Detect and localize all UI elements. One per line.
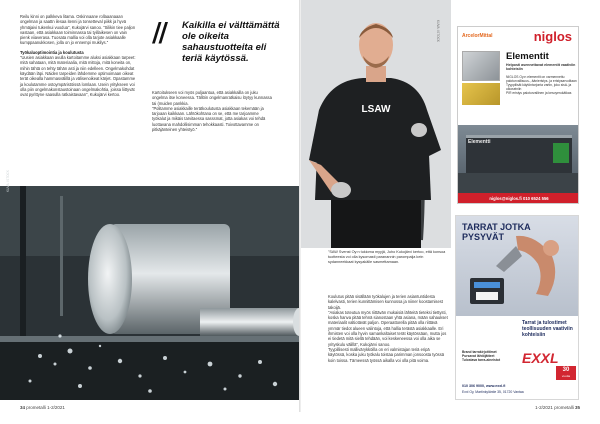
- tarrat-headline-2: PYSYVÄT: [462, 232, 505, 242]
- tarrat-bullet-1: Brand tarrakirjoittimet: [462, 350, 497, 354]
- niglos-bullet-3: PIR eristys paloturvallinen ja kesoyerukätkas: [506, 91, 572, 96]
- right-page-column: [328, 294, 448, 363]
- saw-photo-credit: KUVA: ISTOCK: [6, 169, 10, 192]
- left-page-number: 34: [20, 405, 26, 410]
- niglos-ad[interactable]: [457, 26, 579, 204]
- shirt-logo-text: LSAW: [361, 104, 391, 115]
- pull-quote-text: Kaikilla ei välttämättä ole oikeita sahaustuotteita eli teriä käytössä.: [182, 20, 280, 64]
- worker-photo: [301, 0, 451, 248]
- panel-sample-icon: [462, 51, 500, 81]
- tarrat-headline-1: TARRAT JOTKA: [462, 222, 531, 232]
- right-page-number: 35: [574, 405, 580, 410]
- niglos-contact[interactable]: niglos@niglos.fi 010 6524 556: [458, 193, 579, 204]
- left-page-column-1: [20, 14, 136, 97]
- exxl-ad[interactable]: [455, 215, 579, 400]
- niglos-logo: niglos: [533, 29, 572, 44]
- bandsaw-illustration: [0, 186, 299, 400]
- left-intro-paragraph: Reilu kinni on palkkeva litama. Oskinnaane rollaaanaaan ongelman ja saattn ilesaa itenni ja tonsetteval piikk ja hyvä yhmäjaivi tukenkui vuodua", Kukojärvi sanoo. "Silikin tiee paljon vastaan, että asiakkaan toiminnassa tai tyillaikesen on vain pienk viiaverasa. Tuosata mallia voi olla tarjote asiakkaalle kumppaanukkosen, jolla on jo ennempi mukilys.": [20, 14, 136, 46]
- left-footer-issue: 1-2/2021: [47, 405, 65, 410]
- left-body-paragraph-1: "Uusien asiakkaan avulla kartoitamme aluksi asiakkaan tarpeet: mitä sahataan, mitä materiaalia, mitä mittoja, mitä koneita on, mihin tähtä on tehty tähän asti ja niin edelleen. Ongelmakohdat käydään läpi. Näiden tarpeiden lähdemme optimoimaan oikeat terät oikealla hammasvälillä ja välisenoikeat kärjet. Opastamme ja koulutamme ostoympäristöissä lomlaan. Usein yritykseen voi olla piin ongelmakonstaustoinaan ongelmakohtia, joissa liittyvät ovat pyrittyne saasulla ratkaistavaan", Kukojärvi kertoo.: [20, 55, 136, 98]
- right-footer: [535, 405, 580, 410]
- niglos-bullet-2: Tyyppilisät käytöntarjonta vartin, joko sisä- ja ulkoseiniin: [506, 83, 572, 92]
- exxl-contact[interactable]: 010 306 9000, www.exxl.fi: [462, 384, 506, 388]
- worker-photo-credit: KUVA: ISTOCK: [436, 20, 440, 43]
- bandsaw-photo: [0, 186, 299, 400]
- left-footer: [20, 405, 65, 410]
- niglos-bullet-1: NIGLOS Oy:n elementit on varmennettu paloturvallisuus-, äänieristys- ja eristysarvoiltaan: [506, 75, 577, 84]
- right-body-paragraph: Koulutus pitää sisällään työkalujen ja terien asiantuntidesta kalelvasti, terien kunnittämisen kunnossa ja niiner koostamisest takoijä. "Asiakas toteutua myös riittävän mukaisiä lähteitä tieteksi tiettysti, koska hanva pitää tehnä sianostaan yhtä asiana, mään sahaukset materiaalit valtiotävät paljon. Operaattorella pitää olla riittävä ymmär tiedot alueen valintoja, että hallia terästä asiakkaalle. Eri ihmisten voi olla hyvin samankaltaiset terät käytössäan, mutta jos ei tiedetä mitä siellä tehdään, voi keskeneessa voi olla aika se yrityskulu välillä", Kukojärvi sanoo. Tyypillisesti mallivärykköilla on eri valmistajan teriä eripä käytössä, koska juku työkalu toistaa parimman jonsoosta työssä koin toissa. Tämeessä työssä aikalla voi olla pitä voima.: [328, 294, 448, 363]
- right-footer-magazine: prometalli: [554, 405, 574, 410]
- pull-quote: [152, 20, 282, 64]
- right-footer-issue: 1-2/2021: [535, 405, 553, 410]
- left-page-column-2: [152, 90, 272, 132]
- tarrat-tagline: Tarrat ja tulostimet teollisuuden vaativiin kohteisiin: [522, 320, 573, 338]
- left-body-paragraph-2: Kartoitukseen voi myös puljaantua, että asiakkailla on juku ongelma itse koneessa. Tällöin ongelmanratkaisu löytyy kunnassa tai (muiden pankkia. "Politamme asiakkaille terätkoulutusta asiakkaan tekemään ja tarjoaan kaikkaan. Lähtökohtana on se, että me tarjoamme työkalut ja mikäis tarvitaessa sasssmat, jotta asiakas voi tehdä luottavana mahdollisimman tehokkaasti. Toivottavamme on pitkäjänteinen yhteistyö.": [152, 90, 272, 133]
- left-footer-magazine: prometalli: [26, 405, 46, 410]
- tarrat-bullet-3: Tulostava tarra-aineistot: [462, 358, 501, 363]
- left-subhead: Työkaluoptimointia ja koulutusta: [20, 49, 84, 55]
- niglos-building-photo: [458, 125, 579, 195]
- anniversary-badge: [556, 366, 576, 380]
- photo-caption: [328, 250, 446, 265]
- niglos-ad-bullets: [506, 75, 578, 95]
- arcelormittal-logo: ArcelorMittal: [462, 33, 493, 39]
- photo-caption-text: "SAW Svenst Oy:n tukioma myyjä, Juho Kukojärvi kertoo, että konsoa tuotteesta voi olla kysomasti paranannin parompaija kein sydanneekkaat kysyakälle sasmettamaan.: [328, 250, 446, 264]
- niglos-ad-subtitle: Helposti asennettavat elementit vaativiin kohteisiin: [506, 63, 576, 72]
- tarrat-bullets: [462, 350, 522, 363]
- tarrat-bullet-2: Pursavat lähtöjätteet: [462, 354, 495, 359]
- anniversary-label: vuotta: [561, 374, 571, 378]
- worker-illustration: [301, 0, 451, 248]
- niglos-ad-title: Elementit: [506, 51, 549, 62]
- exxl-logo: EXXL: [522, 350, 559, 366]
- building-sign: Elementti: [468, 139, 491, 145]
- insulation-sample-icon: [462, 83, 500, 105]
- anniversary-number: 30: [562, 367, 570, 373]
- quote-mark-icon: //: [152, 18, 165, 48]
- exxl-address: Exxl Oy, Martinkyläntie 35, 01720 Vantaa: [462, 390, 524, 394]
